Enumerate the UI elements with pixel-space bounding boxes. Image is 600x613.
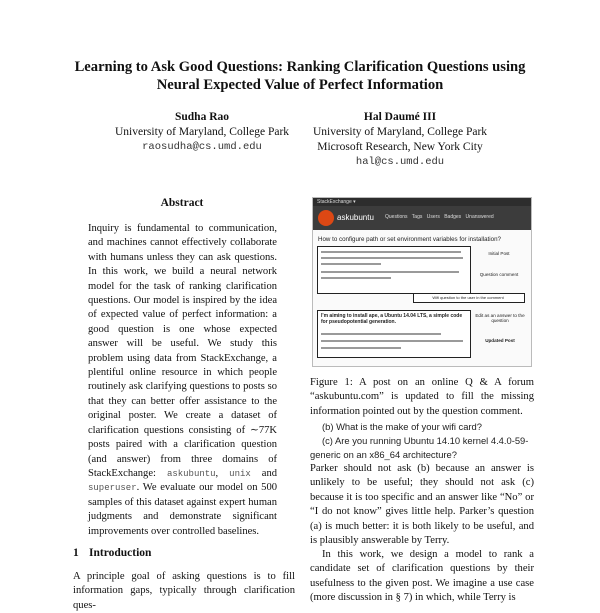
example-question-c: (c) Are you running Ubuntu 14.10 kernel 4.4.0-59-generic on an x86_64 architecture?: [310, 435, 529, 460]
title-line-2: Neural Expected Value of Perfect Information: [156, 77, 444, 93]
fig-text-line: [321, 333, 441, 335]
fig-label-comment: Wifi question to the user in the comment: [432, 295, 504, 300]
fig-text-line: [321, 271, 459, 273]
paper-title: [40, 58, 560, 94]
author-affiliation-2: Microsoft Research, New York City: [317, 141, 483, 153]
author-block-1: [92, 110, 312, 155]
fig-initial-post-box: [317, 246, 471, 294]
example-question-b: (b) What is the make of your wifi card?: [322, 421, 482, 432]
intro-text: A principle goal of asking questions is to fill information gaps, typically through clarification ques-: [73, 571, 295, 611]
fig-text-line: [321, 340, 463, 342]
fig-label-edit: Edit as an answer to the question: [475, 313, 525, 323]
author-name: Sudha Rao: [174, 111, 229, 123]
figure-caption: Figure 1: A post on an online Q & A forum “askubuntu.com” is updated to fill the missing information pointed out by the question comment.: [310, 377, 534, 417]
fig-text-line: [321, 263, 381, 265]
fig-text-line: [321, 257, 463, 259]
domain-askubuntu: askubuntu: [166, 468, 216, 479]
abstract-body: [88, 222, 277, 539]
author-email: raosudha@cs.umd.edu: [142, 141, 262, 153]
fig-updated-text: I'm aiming to install ape, a Ubuntu 14.04 LTS, a simple code for pseudopotential generation.: [321, 313, 463, 325]
section-title: Introduction: [89, 547, 152, 559]
fig-label-updated-post: Updated Post: [485, 338, 515, 343]
body-paragraph-2: In this work, we design a model to rank a candidate set of clarification questions by their usefulness to the given post. We imagine a use case (more discussion in § 7) in which, while Terry is: [310, 549, 534, 604]
abstract-text-end: . We evaluate our model on 500 samples of this dataset against expert human judgments and demonstrate significant improvements over controlled baselines.: [88, 482, 277, 537]
title-line-1: Learning to Ask Good Questions: Ranking Clarification Questions using: [74, 59, 526, 75]
domain-unix: unix: [229, 468, 251, 479]
domain-superuser: superuser: [88, 483, 137, 494]
section-heading: [73, 547, 151, 559]
fig-topbar: StackExchange ▾: [313, 198, 531, 206]
fig-question-title: How to configure path or set environment variables for installation?: [318, 236, 501, 243]
abstract-text: Inquiry is fundamental to communication, and machines cannot effectively collaborate with humans unless they can ask questions. In this work, we build a neural network model for the task of ranking clarification questions. Our model is inspired by the idea of expected value of perfect information: a good question is one whose expected answer will be useful. We study this problem using data from StackExchange, a plentiful online resource in which people routinely ask clarifying questions to posts so that they can better offer assistance to the original poster. We create a dataset of clarification questions consisting of ∼77K posts paired with a clarification question (and answer) from three domains of StackExchange:: [88, 223, 277, 479]
abstract-sep: and: [250, 467, 277, 479]
figure-1-screenshot: [312, 197, 532, 367]
fig-text-line: [321, 347, 401, 349]
fig-nav-items: Questions Tags Users Badges Unanswered: [385, 214, 494, 220]
section-number: 1: [73, 547, 79, 559]
author-affiliation: University of Maryland, College Park: [312, 126, 488, 138]
author-affiliation: University of Maryland, College Park: [114, 126, 290, 138]
fig-label-initial-post: Initial Post: [488, 251, 510, 256]
fig-text-line: [321, 277, 391, 279]
abstract-heading: Abstract: [160, 197, 204, 209]
abstract-sep: ,: [215, 467, 230, 479]
fig-text-line: [321, 251, 461, 253]
body-paragraph-1: Parker should not ask (b) because an answer is unlikely to be useful; they should not ask (c) because it is too specific and an answer like “No” or “I do not know” gives little help. Parker’s question (a) is much better: it is both likely to be useful, and is plausibly answerable by Terry.: [310, 463, 534, 547]
author-email: hal@cs.umd.edu: [355, 156, 445, 168]
fig-logo-text: askubuntu: [337, 213, 374, 222]
askubuntu-logo-icon: [318, 210, 334, 226]
author-block-2: [290, 110, 510, 170]
fig-navbar: [313, 206, 531, 230]
author-name: Hal Daumé III: [363, 111, 437, 123]
fig-label-question-comment: Question comment: [479, 272, 519, 277]
